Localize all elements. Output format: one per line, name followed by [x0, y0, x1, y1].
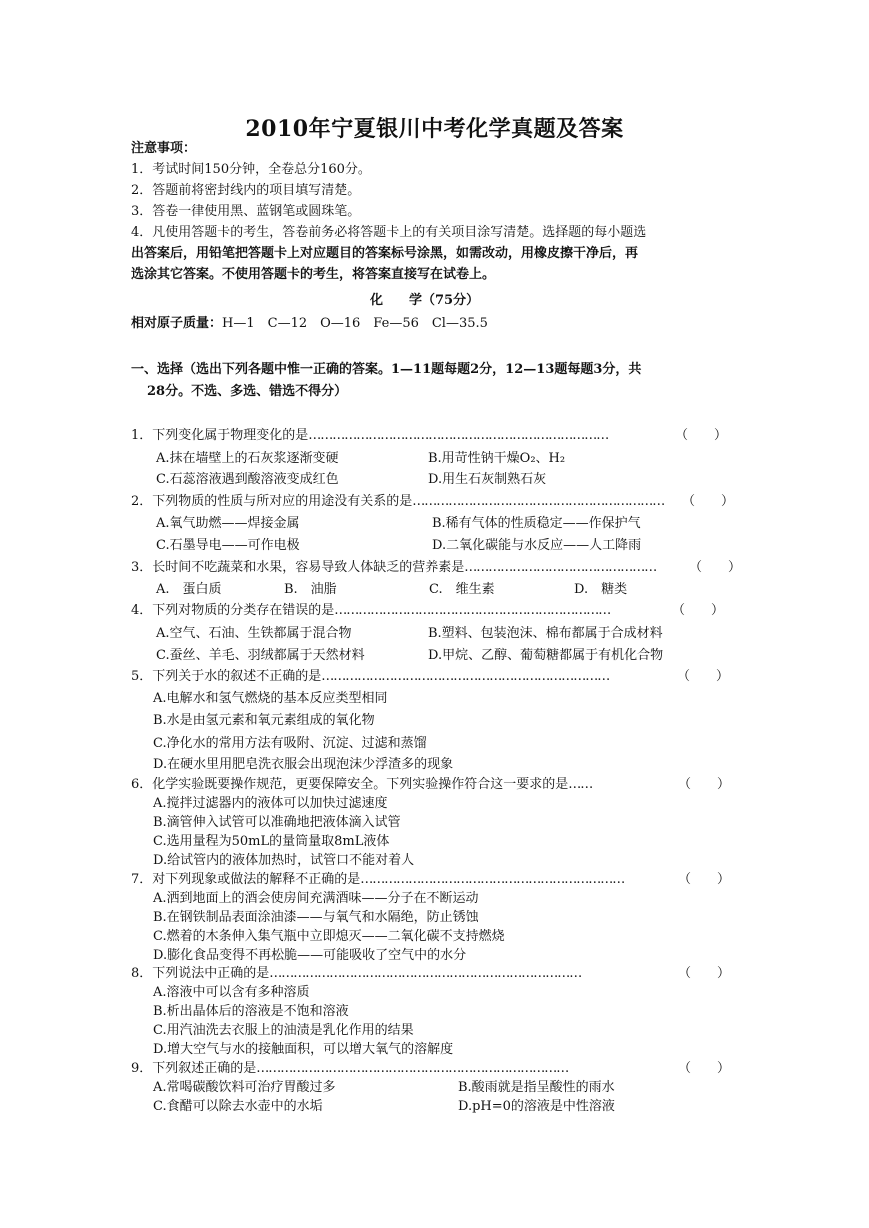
option-a: A.抹在墙壁上的石灰浆逐渐变硬	[156, 451, 339, 466]
option-d: D.用生石灰制熟石灰	[428, 472, 547, 487]
option-a: A.常喝碳酸饮料可治疗胃酸过多	[153, 1080, 336, 1095]
answer-paren: （ ）	[689, 560, 742, 575]
option-c: C.石蕊溶液遇到酸溶液变成红色	[156, 472, 339, 487]
option-a: A.空气、石油、生铁都属于混合物	[156, 626, 352, 641]
option-b: B.析出晶体后的溶液是不饱和溶液	[153, 1004, 349, 1019]
option-c: C.食醋可以除去水壶中的水垢	[153, 1099, 323, 1114]
option-b: B.稀有气体的性质稳定——作保护气	[432, 516, 641, 531]
option-d: D.增大空气与水的接触面积，可以增大氧气的溶解度	[153, 1042, 454, 1057]
option-c: C.燃着的木条伸入集气瓶中立即熄灭——二氧化碳不支持燃烧	[153, 929, 505, 944]
option-b: B.滴管伸入试管可以准确地把液体滴入试管	[153, 815, 401, 830]
option-c: C.净化水的常用方法有吸附、沉淀、过滤和蒸馏	[153, 736, 427, 751]
option-d: D.二氧化碳能与水反应——人工降雨	[432, 538, 642, 553]
question-stem: 5．下列关于水的叙述不正确的是………………………………………………………………	[131, 669, 610, 684]
notice-item: 4．凡使用答题卡的考生，答卷前务必将答题卡上的有关项目涂写清楚。选择题的每小题选	[131, 225, 647, 240]
answer-paren: （ ）	[672, 603, 725, 618]
answer-paren: （ ）	[682, 494, 735, 509]
option-d: D.甲烷、乙醇、葡萄糖都属于有机化合物	[428, 648, 664, 663]
option-c: C.选用量程为50mL的量筒量取8mL液体	[153, 834, 390, 849]
notice-item: 选涂其它答案。不使用答题卡的考生，将答案直接写在试卷上。	[131, 267, 496, 282]
page-title: 2010年宁夏银川中考化学真题及答案	[245, 116, 624, 142]
notice-item: 1．考试时间150分钟，全卷总分160分。	[131, 162, 371, 177]
option-d: D.膨化食品变得不再松脆——可能吸收了空气中的水分	[153, 948, 467, 963]
answer-paren: （ ）	[678, 872, 731, 887]
option-c: C. 维生素	[429, 582, 495, 597]
option-a: A.洒到地面上的酒会使房间充满酒味——分子在不断运动	[153, 891, 479, 906]
option-c: C.用汽油洗去衣服上的油渍是乳化作用的结果	[153, 1023, 414, 1038]
section-instruction: 一、选择（选出下列各题中惟一正确的答案。1—11题每题2分，12—13题每题3分，共	[131, 362, 642, 377]
option-d: D.给试管内的液体加热时，试管口不能对着人	[153, 853, 415, 868]
question-stem: 6．化学实验既要操作规范，更要保障安全。下列实验操作符合这一要求的是……	[131, 777, 593, 792]
notice-item: 3．答卷一律使用黑、蓝钢笔或圆珠笔。	[131, 204, 361, 219]
option-a: A.氧气助燃——焊接金属	[156, 516, 300, 531]
option-a: A. 蛋白质	[156, 582, 222, 597]
answer-paren: （ ）	[678, 777, 731, 792]
answer-paren: （ ）	[677, 669, 730, 684]
question-stem: 8．下列说法中正确的是……………………………………………………………………	[131, 966, 582, 981]
option-b: B. 油脂	[284, 582, 337, 597]
question-stem: 3．长时间不吃蔬菜和水果，容易导致人体缺乏的营养素是…………………………………………	[131, 560, 657, 575]
option-d: D.在硬水里用肥皂洗衣服会出现泡沫少浮渣多的现象	[153, 757, 454, 772]
option-d: D. 糖类	[574, 582, 628, 597]
option-b: B.在钢铁制品表面涂油漆——与氧气和水隔绝，防止锈蚀	[153, 910, 479, 925]
answer-paren: （ ）	[678, 966, 731, 981]
subject-heading: 化 学（75分）	[370, 293, 480, 308]
atomic-mass-label: 相对原子质量：	[131, 316, 223, 331]
notice-item: 2．答题前将密封线内的项目填写清楚。	[131, 183, 361, 198]
answer-paren: （ ）	[675, 428, 728, 443]
option-c: C.蚕丝、羊毛、羽绒都属于天然材料	[156, 648, 365, 663]
option-a: A.溶液中可以含有多种溶质	[153, 985, 310, 1000]
question-stem: 4．下列对物质的分类存在错误的是……………………………………………………………	[131, 603, 611, 618]
option-c: C.石墨导电——可作电极	[156, 538, 300, 553]
option-b: B.用苛性钠干燥O₂、H₂	[428, 451, 566, 466]
answer-paren: （ ）	[678, 1061, 731, 1076]
option-d: D.pH=0的溶液是中性溶液	[458, 1099, 615, 1114]
notice-item: 出答案后，用铅笔把答题卡上对应题目的答案标号涂黑，如需改动，用橡皮擦干净后，再	[131, 246, 639, 261]
option-a: A.搅拌过滤器内的液体可以加快过滤速度	[153, 796, 388, 811]
option-b: B.水是由氢元素和氧元素组成的氧化物	[153, 713, 375, 728]
section-instruction: 28分。不选、多选、错选不得分）	[147, 384, 348, 399]
atomic-mass-values: H—1 C—12 O—16 Fe—56 Cl—35.5	[222, 316, 488, 331]
question-stem: 2．下列物质的性质与所对应的用途没有关系的是………………………………………………………	[131, 494, 665, 509]
notice-heading: 注意事项：	[131, 141, 197, 156]
question-stem: 7．对下列现象或做法的解释不正确的是…………………………………………………………	[131, 872, 625, 887]
question-stem: 1．下列变化属于物理变化的是…………………………………………………………………	[131, 428, 609, 443]
question-stem: 9．下列叙述正确的是……………………………………………………………………	[131, 1061, 569, 1076]
option-b: B.酸雨就是指呈酸性的雨水	[458, 1080, 615, 1095]
option-b: B.塑料、包装泡沫、棉布都属于合成材料	[428, 626, 663, 641]
option-a: A.电解水和氢气燃烧的基本反应类型相同	[153, 691, 388, 706]
